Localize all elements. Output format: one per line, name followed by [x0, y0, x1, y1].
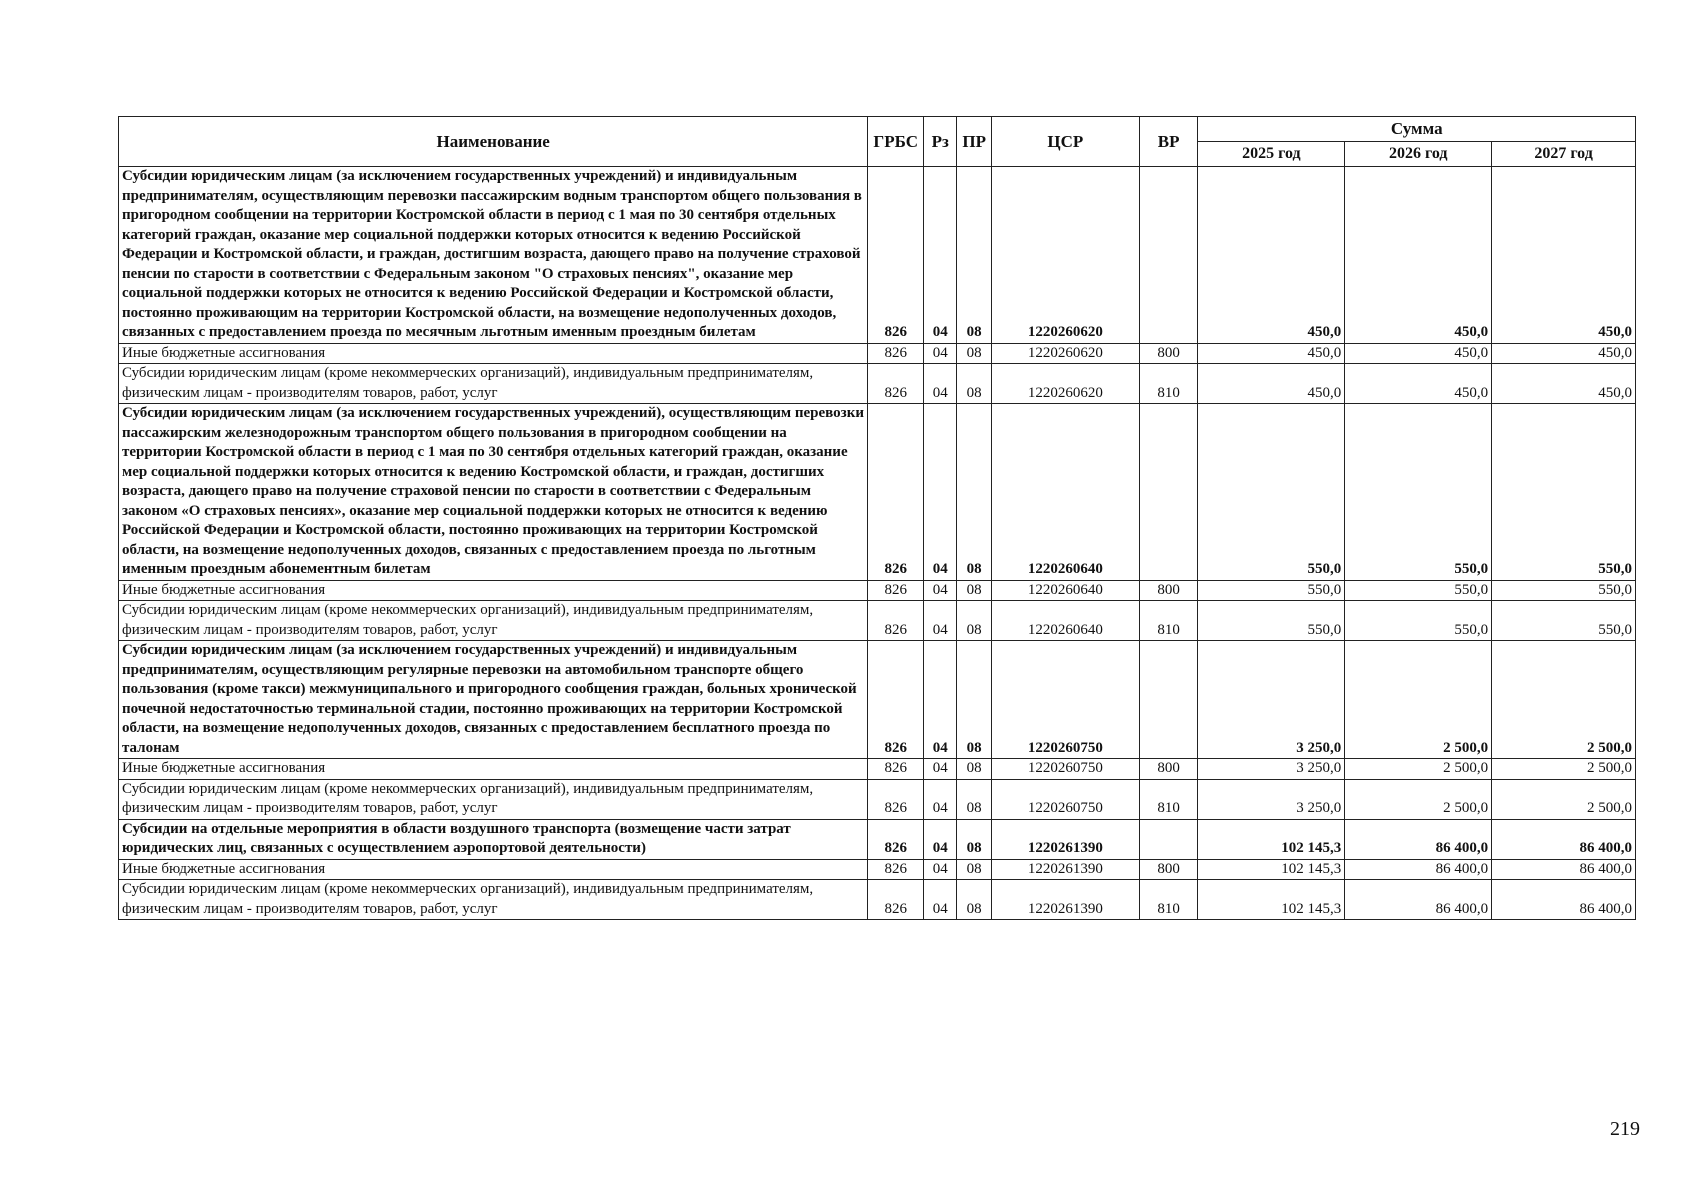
table-row: [119, 364, 1636, 404]
cell-rz: 04: [924, 641, 957, 759]
cell-vr: 810: [1139, 779, 1198, 819]
cell-2025: 3 250,0: [1198, 779, 1345, 819]
cell-vr: 800: [1139, 580, 1198, 601]
cell-pr: 08: [957, 641, 991, 759]
cell-2026: 450,0: [1345, 343, 1492, 364]
cell-pr: 08: [957, 580, 991, 601]
cell-2026: 2 500,0: [1345, 779, 1492, 819]
header-pr: ПР: [957, 117, 991, 167]
cell-2027: 86 400,0: [1492, 859, 1636, 880]
table-row: [119, 819, 1636, 859]
table-body: [119, 167, 1636, 920]
cell-2027: 86 400,0: [1492, 880, 1636, 920]
cell-grbs: 826: [868, 819, 924, 859]
cell-name: Субсидии юридическим лицам (кроме некоммерческих организаций), индивидуальным предпринимателям, физическим лицам - производителям товаров, работ, услуг: [119, 779, 868, 819]
table-row: [119, 880, 1636, 920]
cell-2027: 450,0: [1492, 364, 1636, 404]
cell-vr: [1139, 167, 1198, 344]
table-row: [119, 779, 1636, 819]
cell-2026: 550,0: [1345, 404, 1492, 581]
cell-grbs: 826: [868, 641, 924, 759]
cell-rz: 04: [924, 601, 957, 641]
cell-rz: 04: [924, 759, 957, 780]
header-year-2025: 2025 год: [1198, 142, 1345, 167]
cell-2027: 2 500,0: [1492, 759, 1636, 780]
cell-2025: 3 250,0: [1198, 759, 1345, 780]
header-year-2026: 2026 год: [1345, 142, 1492, 167]
cell-grbs: 826: [868, 779, 924, 819]
cell-2025: 550,0: [1198, 580, 1345, 601]
cell-grbs: 826: [868, 759, 924, 780]
cell-2026: 2 500,0: [1345, 759, 1492, 780]
cell-pr: 08: [957, 880, 991, 920]
cell-2025: 450,0: [1198, 343, 1345, 364]
header-sum: Сумма: [1198, 117, 1636, 142]
cell-2026: 86 400,0: [1345, 880, 1492, 920]
cell-2026: 550,0: [1345, 601, 1492, 641]
cell-2025: 3 250,0: [1198, 641, 1345, 759]
cell-name: Субсидии на отдельные мероприятия в области воздушного транспорта (возмещение части затрат юридических лиц, связанных с осуществлением аэропортовой деятельности): [119, 819, 868, 859]
cell-grbs: 826: [868, 601, 924, 641]
header-rz: Рз: [924, 117, 957, 167]
cell-rz: 04: [924, 404, 957, 581]
cell-rz: 04: [924, 880, 957, 920]
cell-2025: 102 145,3: [1198, 859, 1345, 880]
cell-name: Иные бюджетные ассигнования: [119, 759, 868, 780]
table-row: [119, 641, 1636, 759]
cell-name: Субсидии юридическим лицам (за исключением государственных учреждений) и индивидуальным предпринимателям, осуществляющим перевозки пассажирским водным транспортом общего пользования в пригородном сообщении на территории Костромской области в период с 1 мая по 30 сентября отдельных категорий граждан, оказание мер социальной поддержки которых относится к ведению Российской Федерации и Костромской области, и граждан, достигшим возраста, дающего право на получение страховой пенсии по старости в соответствии с Федеральным законом "О страховых пенсиях", оказание мер социальной поддержки которых не относится к ведению Российской Федерации и Костромской области, постоянно проживающим на территории Костромской области, на возмещение недополученных доходов, связанных с предоставлением проезда по месячным льготным именным проездным билетам: [119, 167, 868, 344]
cell-2026: 2 500,0: [1345, 641, 1492, 759]
cell-csr: 1220260640: [991, 404, 1139, 581]
cell-name: Субсидии юридическим лицам (за исключением государственных учреждений) и индивидуальным предпринимателям, осуществляющим регулярные перевозки на автомобильном транспорте общего пользования (кроме такси) межмуниципального и пригородного сообщения граждан, больных хронической почечной недостаточностью терминальной стадии, постоянно проживающих на территории Костромской области, на возмещение недополученных доходов, связанных с предоставлением бесплатного проезда по талонам: [119, 641, 868, 759]
cell-csr: 1220260750: [991, 779, 1139, 819]
cell-rz: 04: [924, 580, 957, 601]
cell-2025: 450,0: [1198, 364, 1345, 404]
cell-csr: 1220260620: [991, 167, 1139, 344]
cell-csr: 1220261390: [991, 880, 1139, 920]
cell-2027: 86 400,0: [1492, 819, 1636, 859]
cell-rz: 04: [924, 343, 957, 364]
cell-2025: 450,0: [1198, 167, 1345, 344]
budget-table: [118, 116, 1636, 920]
table-row: [119, 859, 1636, 880]
cell-grbs: 826: [868, 880, 924, 920]
cell-pr: 08: [957, 819, 991, 859]
cell-name: Субсидии юридическим лицам (кроме некоммерческих организаций), индивидуальным предпринимателям, физическим лицам - производителям товаров, работ, услуг: [119, 601, 868, 641]
cell-csr: 1220260620: [991, 343, 1139, 364]
cell-2026: 450,0: [1345, 364, 1492, 404]
cell-grbs: 826: [868, 343, 924, 364]
cell-vr: 800: [1139, 343, 1198, 364]
table-row: [119, 343, 1636, 364]
cell-vr: 810: [1139, 880, 1198, 920]
cell-vr: 810: [1139, 364, 1198, 404]
cell-name: Иные бюджетные ассигнования: [119, 343, 868, 364]
cell-2027: 450,0: [1492, 167, 1636, 344]
cell-csr: 1220261390: [991, 859, 1139, 880]
cell-2025: 102 145,3: [1198, 819, 1345, 859]
cell-name: Субсидии юридическим лицам (за исключением государственных учреждений), осуществляющим перевозки пассажирским железнодорожным транспортом общего пользования в пригородном сообщении на территории Костромской области в период с 1 мая по 30 сентября отдельных категорий граждан, оказание мер социальной поддержки которых относится к ведению Костромской области, и граждан, достигших возраста, дающего право на получение страховой пенсии по старости в соответствии с Федеральным законом «О страховых пенсиях», оказание мер социальной поддержки которых не относится к ведению Российской Федерации и Костромской области, постоянно проживающих на территории Костромской области, на возмещение недополученных доходов, связанных с предоставлением проезда по льготным именным проездным абонементным билетам: [119, 404, 868, 581]
cell-grbs: 826: [868, 404, 924, 581]
cell-rz: 04: [924, 364, 957, 404]
cell-2027: 2 500,0: [1492, 641, 1636, 759]
cell-pr: 08: [957, 759, 991, 780]
header-row: [119, 117, 1636, 142]
cell-grbs: 826: [868, 167, 924, 344]
cell-pr: 08: [957, 779, 991, 819]
cell-rz: 04: [924, 859, 957, 880]
header-year-2027: 2027 год: [1492, 142, 1636, 167]
cell-pr: 08: [957, 601, 991, 641]
cell-vr: [1139, 404, 1198, 581]
table-row: [119, 580, 1636, 601]
cell-csr: 1220260620: [991, 364, 1139, 404]
cell-rz: 04: [924, 779, 957, 819]
header-grbs: ГРБС: [868, 117, 924, 167]
table-row: [119, 167, 1636, 344]
cell-csr: 1220260640: [991, 601, 1139, 641]
cell-vr: 800: [1139, 759, 1198, 780]
cell-pr: 08: [957, 404, 991, 581]
cell-rz: 04: [924, 167, 957, 344]
cell-2026: 550,0: [1345, 580, 1492, 601]
cell-2027: 550,0: [1492, 404, 1636, 581]
cell-csr: 1220261390: [991, 819, 1139, 859]
header-csr: ЦСР: [991, 117, 1139, 167]
cell-2025: 550,0: [1198, 601, 1345, 641]
cell-grbs: 826: [868, 580, 924, 601]
cell-2026: 86 400,0: [1345, 819, 1492, 859]
cell-csr: 1220260750: [991, 759, 1139, 780]
cell-2025: 102 145,3: [1198, 880, 1345, 920]
cell-2026: 86 400,0: [1345, 859, 1492, 880]
cell-2027: 550,0: [1492, 601, 1636, 641]
cell-pr: 08: [957, 343, 991, 364]
cell-grbs: 826: [868, 859, 924, 880]
cell-pr: 08: [957, 167, 991, 344]
cell-csr: 1220260640: [991, 580, 1139, 601]
cell-2027: 2 500,0: [1492, 779, 1636, 819]
header-vr: ВР: [1139, 117, 1198, 167]
header-name: Наименование: [119, 117, 868, 167]
cell-vr: [1139, 819, 1198, 859]
page-number: 219: [1610, 1118, 1640, 1140]
cell-pr: 08: [957, 364, 991, 404]
cell-name: Субсидии юридическим лицам (кроме некоммерческих организаций), индивидуальным предпринимателям, физическим лицам - производителям товаров, работ, услуг: [119, 880, 868, 920]
cell-name: Иные бюджетные ассигнования: [119, 859, 868, 880]
cell-2027: 550,0: [1492, 580, 1636, 601]
cell-pr: 08: [957, 859, 991, 880]
cell-2025: 550,0: [1198, 404, 1345, 581]
cell-csr: 1220260750: [991, 641, 1139, 759]
table-row: [119, 759, 1636, 780]
table-row: [119, 601, 1636, 641]
cell-name: Субсидии юридическим лицам (кроме некоммерческих организаций), индивидуальным предпринимателям, физическим лицам - производителям товаров, работ, услуг: [119, 364, 868, 404]
cell-vr: 800: [1139, 859, 1198, 880]
table-row: [119, 404, 1636, 581]
cell-2026: 450,0: [1345, 167, 1492, 344]
cell-vr: [1139, 641, 1198, 759]
cell-name: Иные бюджетные ассигнования: [119, 580, 868, 601]
cell-rz: 04: [924, 819, 957, 859]
cell-vr: 810: [1139, 601, 1198, 641]
cell-2027: 450,0: [1492, 343, 1636, 364]
cell-grbs: 826: [868, 364, 924, 404]
